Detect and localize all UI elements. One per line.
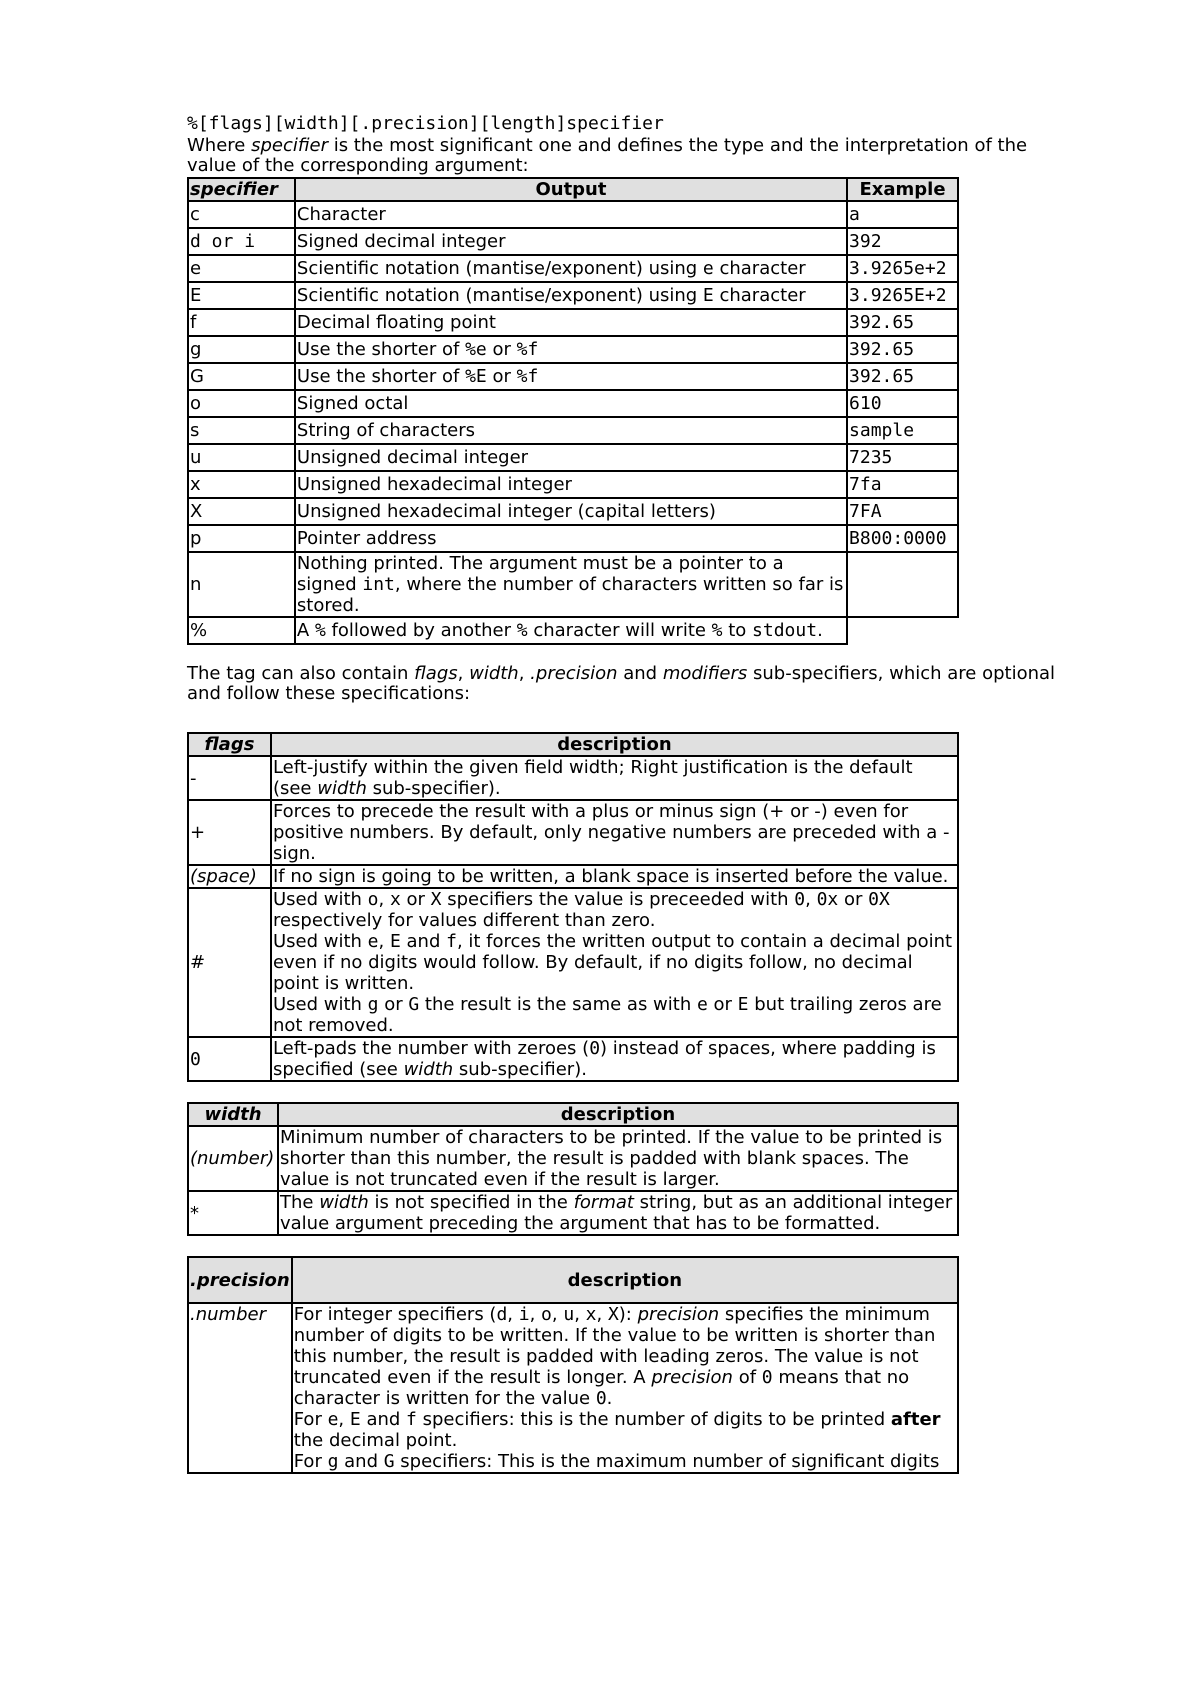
example-cell: 610: [847, 390, 958, 417]
specifier-table: [187, 177, 959, 645]
output-cell: Use the shorter of %e or %f: [295, 336, 847, 363]
table-row: [188, 1303, 958, 1473]
tag-width: width: [469, 663, 519, 684]
example-cell: 3.9265E+2: [847, 282, 958, 309]
specifier-table-header: [188, 178, 958, 201]
output-cell: String of characters: [295, 417, 847, 444]
spec-cell: G: [188, 363, 295, 390]
spec-cell: d or i: [188, 228, 295, 255]
description-cell: If no sign is going to be written, a blank space is inserted before the value.: [271, 865, 958, 888]
table-row: [188, 309, 958, 336]
spec-cell: %: [188, 617, 295, 644]
output-cell: Unsigned hexadecimal integer (capital letters): [295, 498, 847, 525]
table-row: [188, 228, 958, 255]
flag-cell: (space): [188, 865, 271, 888]
tag-precision: .precision: [530, 663, 618, 684]
intro-a: Where: [187, 135, 252, 156]
width-cell: (number): [188, 1126, 278, 1191]
example-cell: a: [847, 201, 958, 228]
table-row: [188, 201, 958, 228]
description-cell: For integer specifiers (d, i, o, u, x, X): precision specifies the minimum number of digits to be written. If the value to be written is shorter than this number, the result is padded with leading zeros. The value is not truncated even if the result is longer. A precision of 0 means that no character is written for the value 0. For e, E and f specifiers: this is the number of digits to be printed after the decimal point. For g and G specifiers: This is the maximum number of significant digits: [292, 1303, 958, 1473]
format-string: %[flags][width][.precision][length]specifier: [187, 113, 664, 134]
output-cell: Unsigned hexadecimal integer: [295, 471, 847, 498]
table-row: [188, 800, 958, 865]
header-width: width: [188, 1103, 278, 1126]
tag-s2: ,: [518, 663, 531, 684]
output-cell: Use the shorter of %E or %f: [295, 363, 847, 390]
table-row: [188, 417, 958, 444]
table-row: [188, 888, 958, 1037]
output-cell: Nothing printed. The argument must be a pointer to a signed int, where the number of characters written so far is stored.: [295, 552, 847, 617]
intro-paragraph: [187, 136, 1047, 176]
output-cell: Decimal floating point: [295, 309, 847, 336]
output-cell: Scientific notation (mantise/exponent) using e character: [295, 255, 847, 282]
precision-cell: .number: [188, 1303, 292, 1473]
output-cell: Signed octal: [295, 390, 847, 417]
flags-table-header: [188, 733, 958, 756]
intro-c: is the most significant one and defines the type and the interpretation of the value of the corresponding argument:: [187, 135, 1028, 176]
tag-modifiers: modifiers: [662, 663, 748, 684]
description-cell: Left-pads the number with zeroes (0) instead of spaces, where padding is specified (see width sub-specifier).: [271, 1037, 958, 1081]
tag-flags: flags: [414, 663, 458, 684]
flag-cell: +: [188, 800, 271, 865]
header-precision: .precision: [188, 1257, 292, 1303]
spec-cell: E: [188, 282, 295, 309]
tag-b: sub-specifiers, which are optional and follow these specifications:: [187, 663, 1056, 704]
spec-cell: X: [188, 498, 295, 525]
header-description: description: [278, 1103, 958, 1126]
example-cell: 392.65: [847, 309, 958, 336]
table-row: [188, 756, 958, 800]
tag-a: The tag can also contain: [187, 663, 415, 684]
table-row: [188, 525, 958, 552]
document-page: [187, 112, 1087, 1474]
example-cell-empty: [847, 617, 958, 644]
output-cell: Scientific notation (mantise/exponent) using E character: [295, 282, 847, 309]
spec-cell: u: [188, 444, 295, 471]
output-cell: Signed decimal integer: [295, 228, 847, 255]
precision-table-header: [188, 1257, 958, 1303]
spec-cell: g: [188, 336, 295, 363]
example-cell: 392: [847, 228, 958, 255]
output-cell: Unsigned decimal integer: [295, 444, 847, 471]
tag-paragraph: [187, 664, 1067, 704]
header-example: Example: [847, 178, 958, 201]
description-cell: Used with o, x or X specifiers the value is preceeded with 0, 0x or 0X respectively for values different than zero. Used with e, E and f, it forces the written output to contain a decimal point even if no digits would follow. By default, if no digits follow, no decimal point is written. Used with g or G the result is the same as with e or E but trailing zeros are not removed.: [271, 888, 958, 1037]
example-cell: 392.65: [847, 363, 958, 390]
table-row: [188, 444, 958, 471]
precision-table: [187, 1256, 959, 1474]
table-row: [188, 336, 958, 363]
spec-cell: o: [188, 390, 295, 417]
width-table-header: [188, 1103, 958, 1126]
spec-cell: f: [188, 309, 295, 336]
example-cell: B800:0000: [847, 525, 958, 552]
table-row: [188, 471, 958, 498]
intro-b: specifier: [251, 135, 328, 156]
example-cell: [847, 552, 958, 617]
output-cell: Character: [295, 201, 847, 228]
example-cell: 7235: [847, 444, 958, 471]
example-cell: sample: [847, 417, 958, 444]
flag-cell: -: [188, 756, 271, 800]
tag-s3: and: [617, 663, 663, 684]
header-flags: flags: [188, 733, 271, 756]
width-table: [187, 1102, 959, 1236]
example-cell: 392.65: [847, 336, 958, 363]
flag-cell: #: [188, 888, 271, 1037]
table-row: [188, 617, 958, 644]
spec-cell: c: [188, 201, 295, 228]
table-row: [188, 282, 958, 309]
header-description: description: [271, 733, 958, 756]
table-row: [188, 1191, 958, 1235]
table-row: [188, 865, 958, 888]
spec-cell: x: [188, 471, 295, 498]
description-cell: Forces to precede the result with a plus or minus sign (+ or -) even for positive numbers. By default, only negative numbers are preceded with a - sign.: [271, 800, 958, 865]
table-row: [188, 498, 958, 525]
header-output: Output: [295, 178, 847, 201]
width-cell: *: [188, 1191, 278, 1235]
table-row: [188, 552, 958, 617]
example-cell: 3.9265e+2: [847, 255, 958, 282]
table-row: [188, 390, 958, 417]
spec-cell: e: [188, 255, 295, 282]
header-specifier: specifier: [188, 178, 295, 201]
spec-cell: n: [188, 552, 295, 617]
spec-cell: s: [188, 417, 295, 444]
example-cell: 7FA: [847, 498, 958, 525]
description-cell: Left-justify within the given field width; Right justification is the default (see width sub-specifier).: [271, 756, 958, 800]
table-row: [188, 363, 958, 390]
description-cell: The width is not specified in the format string, but as an additional integer value argument preceding the argument that has to be formatted.: [278, 1191, 958, 1235]
tag-s1: ,: [457, 663, 470, 684]
output-cell: A % followed by another % character will write % to stdout.: [295, 617, 847, 644]
description-cell: Minimum number of characters to be printed. If the value to be printed is shorter than this number, the result is padded with blank spaces. The value is not truncated even if the result is larger.: [278, 1126, 958, 1191]
table-row: [188, 255, 958, 282]
header-description: description: [292, 1257, 958, 1303]
output-cell: Pointer address: [295, 525, 847, 552]
flag-cell: 0: [188, 1037, 271, 1081]
table-row: [188, 1126, 958, 1191]
flags-table: [187, 732, 959, 1082]
table-row: [188, 1037, 958, 1081]
spec-cell: p: [188, 525, 295, 552]
example-cell: 7fa: [847, 471, 958, 498]
